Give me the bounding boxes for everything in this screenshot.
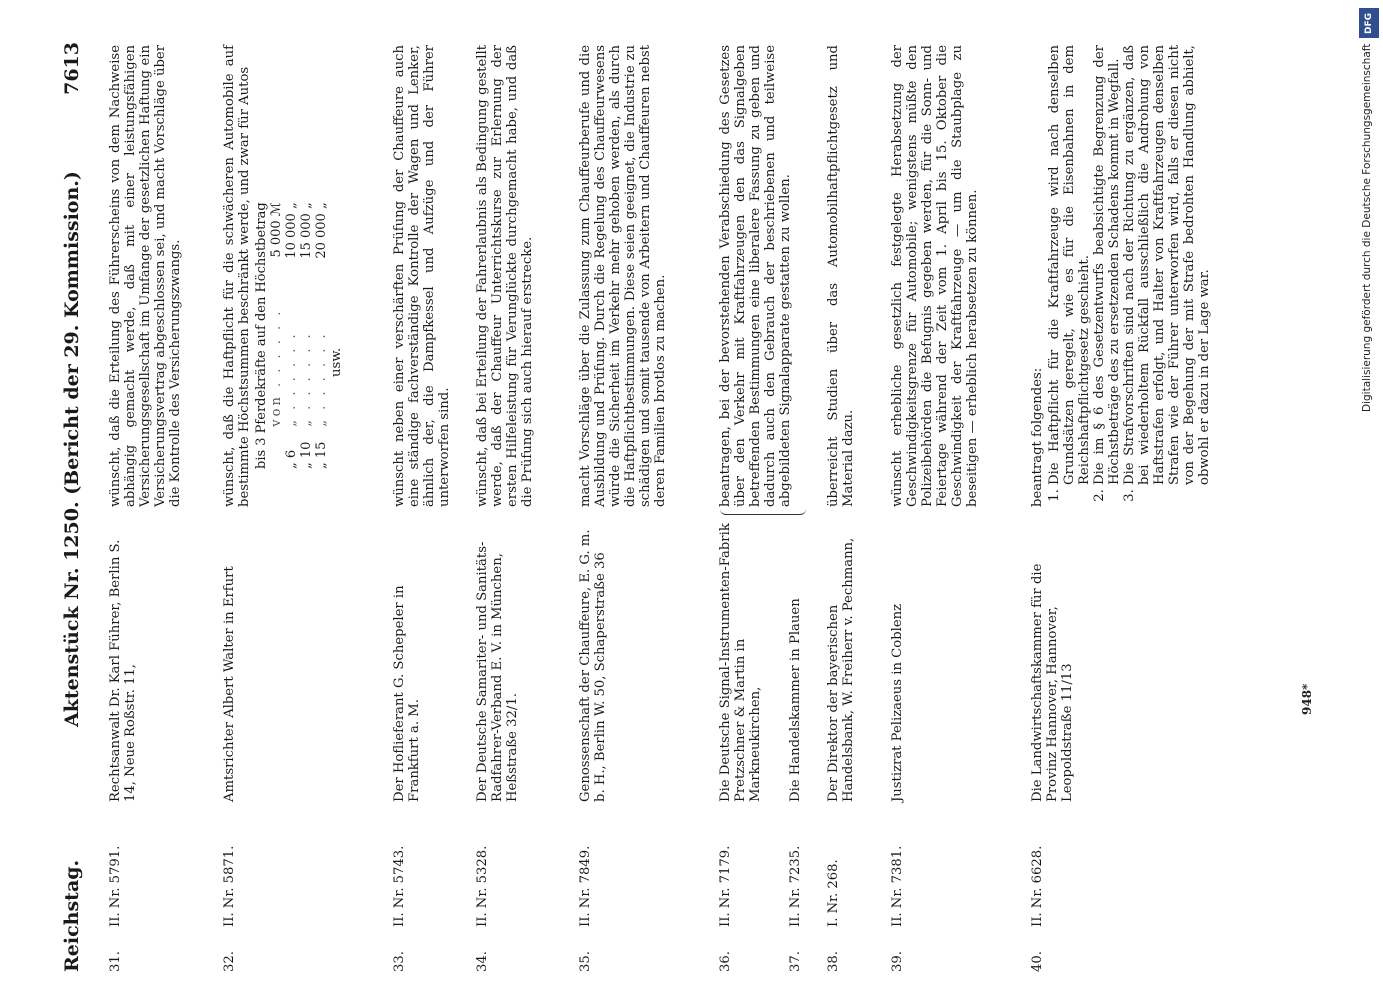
- petitioner: Der Hoflieferant G. Schepeler in Frankfurt a. M.: [392, 585, 422, 802]
- row-number: 34.: [475, 951, 490, 972]
- registry-number: II. Nr. 6628.: [1030, 845, 1045, 927]
- registry-number: II. Nr. 7381.: [890, 845, 905, 927]
- list-item: 1. Die Haftpflicht für die Kraftfahrzeuge wird nach denselben Grundsätzen geregelt, wie es für die Eisenbahnen in dem Reichshaftpflichtgesetz geschieht.: [1047, 45, 1092, 485]
- petition-request-block: [1030, 45, 1212, 507]
- table-cell: 10 000 „: [284, 202, 299, 259]
- amount-table: [254, 198, 329, 469]
- list-item: 3. Die Strafvorschriften sind nach der Richtung zu ergänzen, daß bei wiederholtem Rückfall ausschließlich die Androhung von Haftstrafen erfolgt, und Halter von Kraftfahrzeugen denselben Strafen wie der Führer unterworfen wird, falls er diesen nicht von der Begehung der mit Strafe bedrohten Handlung abhielt, obwohl er dazu in der Lage war.: [1122, 45, 1212, 485]
- petition-request: beantragen, bei der bevorstehenden Verabschiedung des Gesetzes über den Verkehr mit Kraftfahrzeugen den das Signalgeben betreffenden Bestimmungen eine liberalere Fassung zu geben und dadurch auch den Gebrauch der beschriebenen und teilweise abgebildeten Signalapparate gestatten zu wollen.: [718, 45, 793, 507]
- row-number: 31.: [108, 951, 123, 972]
- registry-number: II. Nr. 5871.: [222, 845, 237, 927]
- row-number: 33.: [392, 951, 407, 972]
- petition-row: [578, 42, 708, 972]
- row-number: 39.: [890, 951, 905, 972]
- request-end: usw.: [329, 347, 344, 377]
- row-number: 38.: [826, 951, 841, 972]
- petition-request-block: [222, 45, 344, 507]
- table-cell: von . . . . . .: [269, 308, 284, 427]
- page-number: 7613: [61, 42, 83, 95]
- dfg-side-strip: [1357, 4, 1381, 996]
- table-cell: „ . . . . . .: [299, 331, 314, 427]
- row-number: 35.: [578, 951, 593, 972]
- row-number: 36.: [718, 951, 733, 972]
- table-row: [284, 198, 299, 469]
- petition-request: macht Vorschläge über die Zulassung zum Chauffeurberufe und die Ausbildung und Prüfung. Durch die Regelung des Chauffeurwesens würde die Sicherheit im Verkehr mehr gehoben werden, als durch die Haftpflichtbestimmungen. Diese seien geeignet, die Industrie zu schädigen und somit tausende von Arbeitern und Chauffeuren nebst deren Familien brotlos zu machen.: [578, 45, 668, 507]
- registry-number: II. Nr. 7179.: [718, 845, 733, 927]
- petition-request: beantragt folgendes:: [1030, 367, 1045, 507]
- header-reichstag: Reichstag.: [61, 859, 83, 972]
- petition-row: [392, 42, 467, 972]
- table-cell: „ 10: [299, 441, 314, 469]
- table-cell: „ . . . . . .: [314, 331, 329, 427]
- header-title: Aktenstück Nr. 1250. (Bericht der 29. Kommission.): [61, 171, 83, 727]
- table-row: [254, 198, 269, 469]
- petition-request: überreicht Studien über das Automobilhaftpflichtgesetz und Material dazu.: [826, 45, 856, 507]
- petition-request: wünscht erhebliche gesetzlich festgelegte Herabsetzung der Geschwindigkeitsgrenze für Automobile; wenigstens müßte den Polizeibehörden die Befugnis gegeben werden, für die Sonn- und Feiertage während der Zeit vom 1. April bis 15. Oktober die Geschwindigkeit der Kraftfahrzeuge — um die Staubplage zu beseitigen — erheblich herabsetzen zu können.: [890, 45, 980, 507]
- table-row: [299, 198, 314, 469]
- petition-row: [475, 42, 570, 972]
- petition-row: [788, 42, 808, 972]
- printer-mark: 948*: [1300, 683, 1314, 715]
- petition-request: wünscht, daß die Erteilung des Führerscheins von dem Nachweise abhängig gemacht werde, daß mit einer leistungsfähigen Versicherungsgesellschaft im Umfange der gesetzlichen Haftung ein Versicherungsvertrag abgeschlossen sei, und macht Vorschläge über die Kontrolle des Versicherungszwangs.: [108, 45, 183, 507]
- registry-number: II. Nr. 5328.: [475, 845, 490, 927]
- row-number: 40.: [1030, 951, 1045, 972]
- petitioner: Der Deutsche Samariter- und Sanitäts-Radfahrer-Verband E. V. in München, Heßstraße 32/1.: [475, 541, 520, 802]
- petition-row: [222, 42, 387, 972]
- petition-row: [108, 42, 218, 972]
- registry-number: II. Nr. 7849.: [578, 845, 593, 927]
- petitioner: Die Handelskammer in Plauen: [788, 598, 803, 802]
- row-number: 37.: [788, 951, 803, 972]
- petitioner: Die Landwirtschaftskammer für die Provinz Hannover, Hannover, Leopoldstraße 11/13: [1030, 563, 1075, 802]
- registry-number: II. Nr. 5743.: [392, 845, 407, 927]
- dfg-logo: DFG: [1359, 8, 1379, 38]
- dfg-funding-note: Digitalisierung gefördert durch die Deutsche Forschungsgemeinschaft: [1361, 44, 1373, 413]
- table-cell: [269, 427, 284, 469]
- petition-row: [890, 42, 1010, 972]
- petitioner: Justizrat Pelizaeus in Coblenz: [890, 603, 905, 802]
- petitioner: Rechtsanwalt Dr. Karl Führer, Berlin S. 14, Neue Roßstr. 11,: [108, 539, 138, 802]
- table-row: [269, 198, 284, 469]
- petitioner: Amtsrichter Albert Walter in Erfurt: [222, 566, 237, 802]
- table-cell: bis 3 Pferdekräfte auf den Höchstbetrag: [254, 202, 269, 469]
- petition-request: wünscht neben einer verschärften Prüfung der Chauffeure auch eine ständige fachverständige Kontrolle der Wagen und Lenker, ähnlich der, die Dampfkessel und Aufzüge und der Führer unterworfen sind.: [392, 45, 452, 507]
- page-header: [55, 42, 95, 972]
- table-cell: 5 000 ℳ: [269, 202, 284, 258]
- registry-number: I. Nr. 268.: [826, 859, 841, 927]
- row-number: 32.: [222, 951, 237, 972]
- registry-number: II. Nr. 5791.: [108, 845, 123, 927]
- petitioner: Der Direktor der bayerischen Handelsbank, W. Freiherr v. Pechmann,: [826, 537, 856, 802]
- petition-request: wünscht, daß die Haftpflicht für die schwächeren Automobile auf bestimmte Höchstsummen beschränkt werde, und zwar für Autos: [222, 45, 252, 507]
- table-cell: „ . . . . . .: [284, 331, 299, 427]
- petitioner: Die Deutsche Signal-Instrumenten-Fabrik Pretzschner & Martin in Markneukirchen,: [718, 523, 763, 802]
- table-cell: 15 000 „: [299, 202, 314, 259]
- petition-request: wünscht, daß bei Erteilung der Fahrerlaubnis als Bedingung gestellt werde, daß der Chauffeur Unterrichtskurse zur Erlernung der ersten Hilfeleistung für Verunglückte durchgemacht habe, und daß die Prüfung sich auch hierauf erstrecke.: [475, 45, 535, 507]
- request-items: [1047, 45, 1212, 507]
- registry-number: II. Nr. 7235.: [788, 845, 803, 927]
- petition-row: [826, 42, 876, 972]
- table-cell: „ 15: [314, 441, 329, 469]
- table-cell: 20 000 „: [314, 202, 329, 259]
- petitioner: Genossenschaft der Chauffeure, E. G. m. b. H., Berlin W. 50, Schaperstraße 36: [578, 529, 608, 802]
- list-item: 2. Die im § 6 des Gesetzentwurfs beabsichtigte Begrenzung der Höchstbeträge des zu ersetzenden Schadens kommt in Wegfall.: [1092, 45, 1122, 485]
- table-cell: „ 6: [284, 449, 299, 469]
- table-row: [314, 198, 329, 469]
- petition-row: [1030, 42, 1290, 972]
